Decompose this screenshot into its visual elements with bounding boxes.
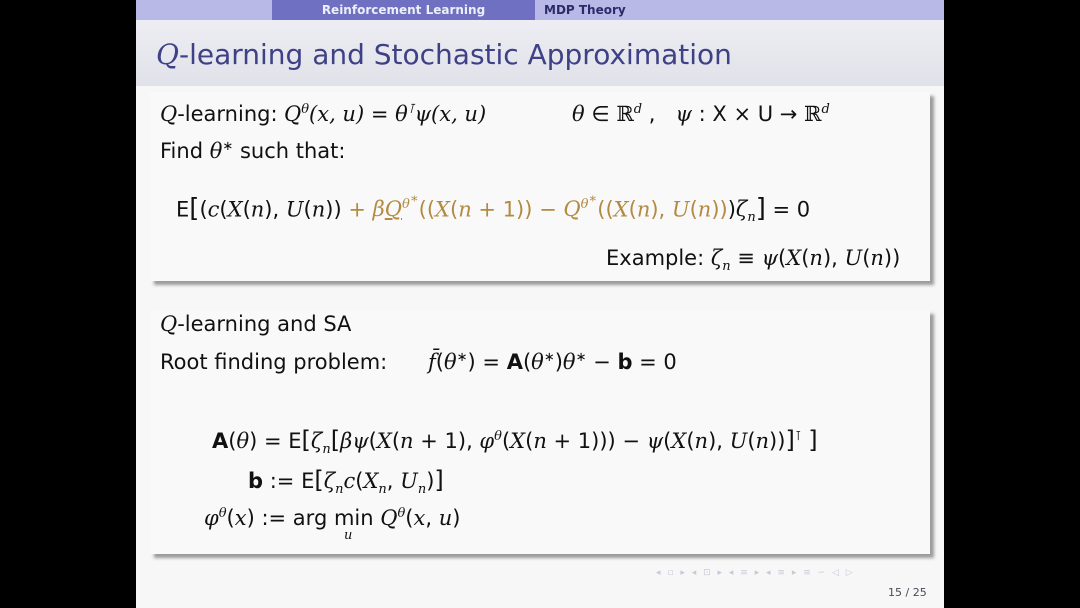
- nav-section-reinforcement-learning[interactable]: Reinforcement Learning: [272, 0, 535, 20]
- q-learning-sa-block: [150, 310, 930, 554]
- root-finding-formula: f̄(θ∗) = A(θ∗)θ∗ − b = 0: [428, 350, 677, 374]
- q-learning-definition-block: [150, 92, 930, 281]
- find-theta-star-text: Find θ∗ such that:: [160, 139, 346, 163]
- A-matrix-definition: $A(\theta) = E[\zeta_n[\beta\psi(X(n + 1)$, $\varphi^\theta(X(n + 1))) - \psi(X(n)$, U(n))]⊺ ]: [212, 426, 818, 458]
- title-text: -learning and Stochastic Approximation: [178, 38, 732, 71]
- beamer-navigation-symbols[interactable]: ◂ ▫ ▸ ◂ ⊡ ▸ ◂ ≡ ▸ ◂ ≡ ▸ ≡ ∽ ◁ ▷: [656, 568, 855, 578]
- b-vector-definition: b := $E[\zeta_nc(X_n$, $U_n$)]: [248, 466, 444, 498]
- slide: [136, 0, 944, 608]
- navigation-bar: [136, 0, 944, 20]
- nav-subsection-mdp-theory[interactable]: MDP Theory: [544, 3, 626, 17]
- title-q-symbol: Q: [156, 38, 179, 71]
- block2-header: Q-learning and SA: [160, 312, 352, 336]
- example-zeta: Example: $\zeta_n \equiv \psi(X(n)$, U(n)): [606, 246, 901, 275]
- slide-title: [156, 38, 732, 71]
- parameter-domain: θ ∈ ℝ$^d$ , ψ : X × U → ℝ$^d$: [572, 102, 830, 126]
- page-number: 15 / 25: [888, 586, 927, 599]
- root-finding-label: Root finding problem:: [160, 350, 388, 374]
- phi-policy-definition: $\varphi^\theta(x)$ := arg min u $Q^\theta(x$, u): [204, 506, 461, 543]
- q-function-formula: $Q^\theta(x$, u) = θ⊺ψ(x, u): [284, 102, 487, 126]
- q-learning-label: Q-learning:: [160, 102, 278, 126]
- q-learning-equation: E[(c(X(n), $U(n)) + \beta Q^{\theta^∗}((X(n + 1)) - Q^{\theta^∗}((X(n)$, $U(n)))\zeta_n] = 0$: [176, 192, 811, 226]
